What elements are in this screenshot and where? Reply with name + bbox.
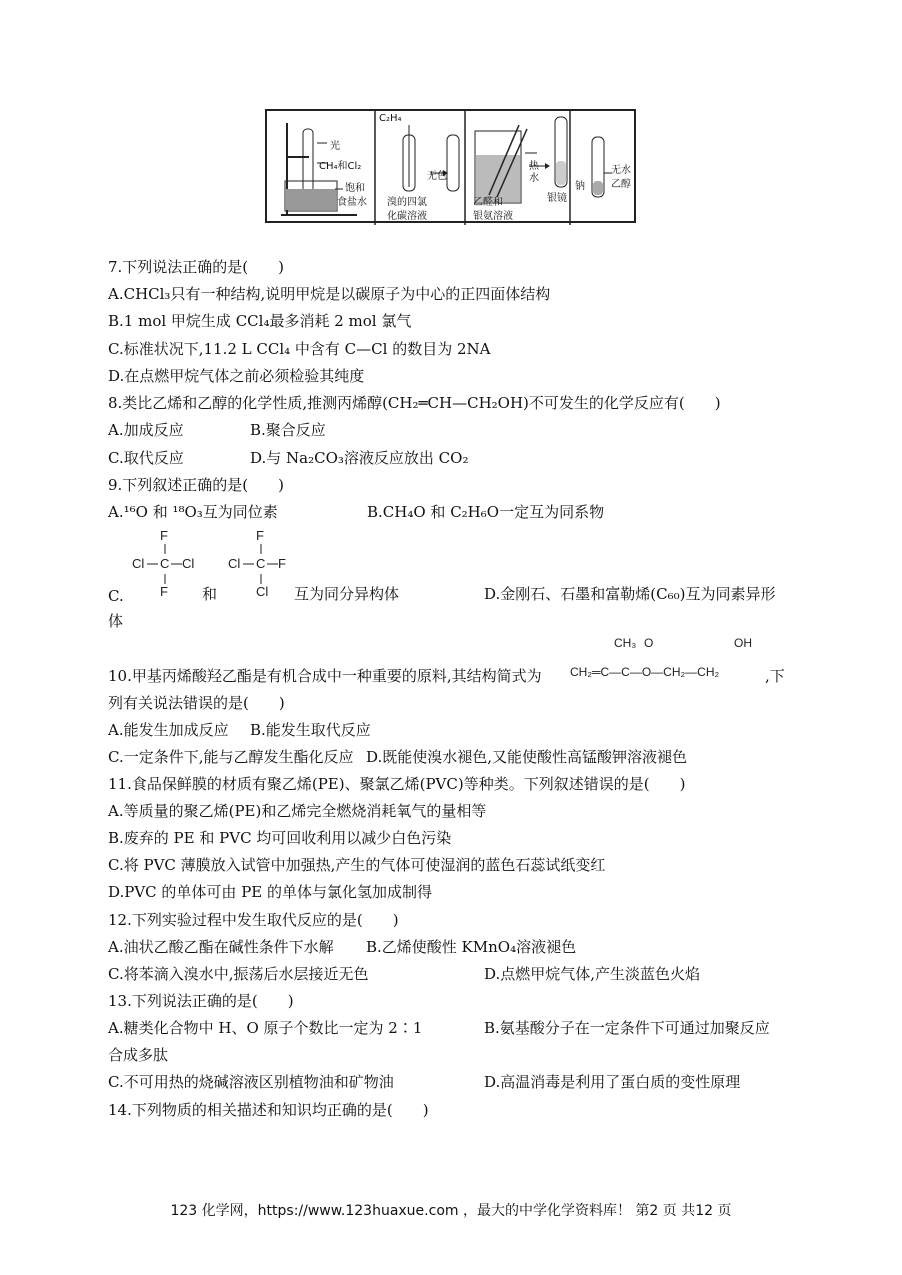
mol2-top: F (256, 528, 264, 543)
q10-option-d: D.既能使溴水褪色,又能使酸性高锰酸钾溶液褪色 (366, 748, 688, 766)
q11-option-c: C.将 PVC 薄膜放入试管中加强热,产生的气体可使湿润的蓝色石蕊试纸变红 (108, 856, 606, 874)
mol1-center: C (160, 556, 170, 571)
q7-option-a: A.CHCl₃只有一种结构,说明甲烷是以碳原子为中心的正四面体结构 (108, 285, 551, 303)
sodium-label: 钠 (575, 181, 585, 192)
q9-stem: 9.下列叙述正确的是( ) (108, 476, 285, 494)
q11-option-b: B.废弃的 PE 和 PVC 均可回收利用以减少白色污染 (108, 829, 452, 847)
q9-option-c-prefix: C. (108, 587, 124, 605)
q10-structure-o: O (644, 636, 654, 650)
q9-option-a: A.¹⁶O 和 ¹⁸O₃互为同位素 (108, 503, 278, 521)
q9-option-d-cont: 体 (108, 612, 124, 630)
mol2-left: Cl (228, 556, 241, 571)
q7-stem: 7.下列说法正确的是( ) (108, 258, 285, 276)
mol1-bottom: F (160, 584, 168, 599)
q8-option-c: C.取代反应 (108, 449, 184, 467)
q14-stem: 14.下列物质的相关描述和知识均正确的是( ) (108, 1101, 429, 1119)
q8-option-b: B.聚合反应 (250, 421, 326, 439)
ethanol-label-1: 无水 (611, 165, 631, 176)
q13-stem: 13.下列说法正确的是( ) (108, 992, 294, 1010)
mol2-right: F (278, 556, 286, 571)
silver-mirror-label: 银镜 (547, 193, 567, 204)
q8-option-a: A.加成反应 (108, 421, 184, 439)
q13-option-b: B.氨基酸分子在一定条件下可通过加聚反应 (484, 1019, 770, 1037)
q12-stem: 12.下列实验过程中发生取代反应的是( ) (108, 911, 399, 929)
q13-option-a: A.糖类化合物中 H、O 原子个数比一定为 2∶1 (108, 1019, 423, 1037)
q13-option-d: D.高温消毒是利用了蛋白质的变性原理 (484, 1073, 741, 1091)
q10-structure-chain: CH₂═C—C—O—CH₂—CH₂ (570, 665, 720, 679)
q9-option-c-suffix: 互为同分异构体 (294, 585, 400, 603)
q11-stem: 11.食品保鲜膜的材质有聚乙烯(PE)、聚氯乙烯(PVC)等种类。下列叙述错误的是( ) (108, 775, 686, 793)
q8-option-d: D.与 Na₂CO₃溶液反应放出 CO₂ (250, 449, 469, 467)
q12-option-c: C.将苯滴入溴水中,振荡后水层接近无色 (108, 965, 369, 983)
brine-label-1: 饱和 (345, 183, 365, 194)
q12-option-d: D.点燃甲烷气体,产生淡蓝色火焰 (484, 965, 701, 983)
q9-option-b: B.CH₄O 和 C₂H₆O一定互为同系物 (367, 503, 605, 521)
hot-label-2: 水 (529, 173, 539, 184)
bromine-label-2: 化碳溶液 (387, 211, 427, 222)
q10-option-b: B.能发生取代反应 (250, 721, 371, 739)
q11-option-a: A.等质量的聚乙烯(PE)和乙烯完全燃烧消耗氧气的量相等 (108, 802, 487, 820)
mol1-left: Cl (132, 556, 145, 571)
mol2-bottom: Cl (256, 584, 269, 599)
q11-option-d: D.PVC 的单体可由 PE 的单体与氯化氢加成制得 (108, 883, 433, 901)
q7-option-c: C.标准状况下,11.2 L CCl₄ 中含有 C—Cl 的数目为 2NA (108, 340, 491, 358)
q12-option-a: A.油状乙酸乙酯在碱性条件下水解 (108, 938, 334, 956)
mol2-bonds-horizontal (243, 556, 303, 572)
q10-structure-oh: OH (734, 636, 752, 650)
q10-option-a: A.能发生加成反应 (108, 721, 229, 739)
q9-option-c-and: 和 (202, 585, 218, 603)
q10-structure-ch3: CH₃ (614, 636, 637, 650)
q9-option-d: D.金刚石、石墨和富勒烯(C₆₀)互为同素异形 (484, 585, 776, 603)
q7-option-d: D.在点燃甲烷气体之前必须检验其纯度 (108, 367, 365, 385)
bromine-label-1: 溴的四氯 (387, 197, 427, 208)
ethylene-label: C₂H₄ (379, 113, 402, 124)
q10-stem: 10.甲基丙烯酸羟乙酯是有机合成中一种重要的原料,其结构简式为 (108, 667, 542, 685)
mol1-bonds-horizontal (147, 556, 207, 572)
reactants-label: CH₄和Cl₂ (319, 161, 362, 172)
q7-option-b: B.1 mol 甲烷生成 CCl₄最多消耗 2 mol 氯气 (108, 312, 412, 330)
aldehyde-label-2: 银氨溶液 (473, 211, 513, 222)
colorless-label: 无色 (427, 171, 447, 182)
q12-option-b: B.乙烯使酸性 KMnO₄溶液褪色 (366, 938, 577, 956)
q13-option-c: C.不可用热的烧碱溶液区别植物油和矿物油 (108, 1073, 394, 1091)
mol1-right: Cl (182, 556, 195, 571)
q10-stem-2: 列有关说法错误的是( ) (108, 694, 285, 712)
mol1-top: F (160, 528, 168, 543)
q10-stem-end: ,下 (765, 667, 785, 685)
light-label: 光 (330, 141, 340, 152)
aldehyde-label-1: 乙醛和 (473, 197, 503, 208)
brine-label-2: 食盐水 (337, 197, 367, 208)
q10-option-c: C.一定条件下,能与乙醇发生酯化反应 (108, 748, 354, 766)
q13-option-b-cont: 合成多肽 (108, 1046, 169, 1064)
mol2-center: C (256, 556, 266, 571)
ethanol-label-2: 乙醇 (611, 179, 631, 190)
page-footer: 123 化学网，https://www.123huaxue.com ，最大的中学化学资料库！ 第2 页 共12 页 (170, 1203, 732, 1219)
q8-stem: 8.类比乙烯和乙醇的化学性质,推测丙烯醇(CH₂═CH—CH₂OH)不可发生的化学反应有( ) (108, 394, 721, 412)
experiment-figure (265, 109, 636, 223)
hot-label-1: 热 (529, 161, 539, 172)
